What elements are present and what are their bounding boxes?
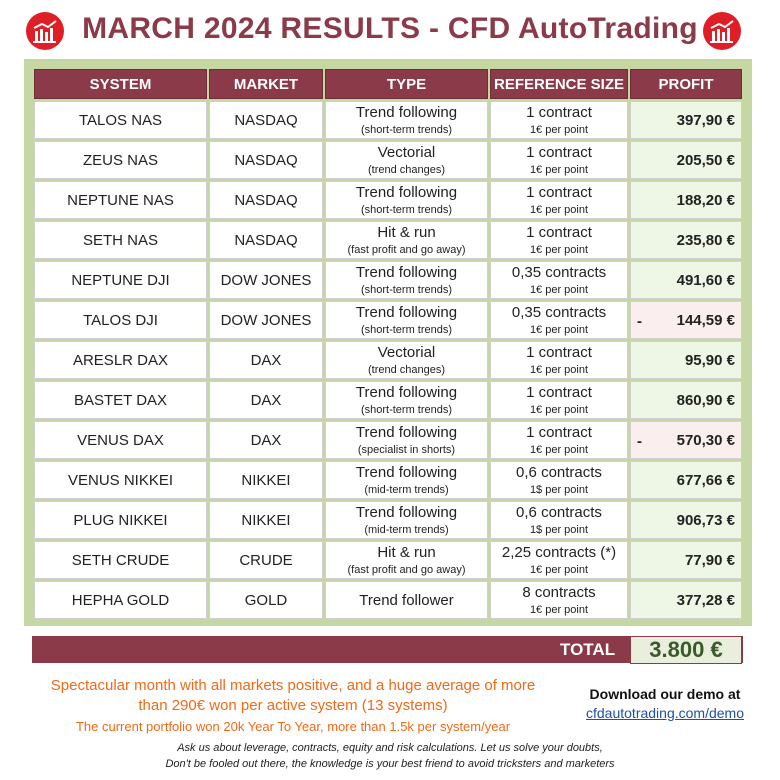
size-label: 1 contract <box>526 383 592 401</box>
size-note: 1€ per point <box>529 203 589 216</box>
type-label: Trend following <box>355 303 458 321</box>
reference-size-cell <box>490 141 628 179</box>
reference-size-cell <box>490 501 628 539</box>
profit-value: 570,30 € <box>676 431 735 449</box>
type-cell <box>325 301 488 339</box>
market-cell: NASDAQ <box>209 181 323 219</box>
type-note: (trend changes) <box>367 363 446 376</box>
system-cell: ZEUS NAS <box>34 141 207 179</box>
system-cell: TALOS DJI <box>34 301 207 339</box>
size-note: 1$ per point <box>529 523 589 536</box>
size-label: 1 contract <box>526 103 592 121</box>
demo-link[interactable]: cfdautotrading.com/demo <box>586 705 744 721</box>
profit-value: 491,60 € <box>676 271 735 289</box>
profit-cell <box>630 301 742 339</box>
type-note: (specialist in shorts) <box>357 443 456 456</box>
type-note: (short-term trends) <box>360 323 453 336</box>
system-cell: VENUS DAX <box>34 421 207 459</box>
size-note: 1€ per point <box>529 283 589 296</box>
size-label: 0,35 contracts <box>511 303 607 321</box>
profit-value: 860,90 € <box>676 391 735 409</box>
reference-size-cell <box>490 461 628 499</box>
size-label: 8 contracts <box>522 583 596 601</box>
size-label: 0,35 contracts <box>511 263 607 281</box>
table-row <box>34 221 742 259</box>
profit-value: 397,90 € <box>676 111 735 129</box>
system-cell: PLUG NIKKEI <box>34 501 207 539</box>
footer-line-2: Don't be fooled out there, the knowledge is your best friend to avoid tricksters and marketers <box>165 758 615 770</box>
system-cell: BASTET DAX <box>34 381 207 419</box>
profit-value: 95,90 € <box>684 351 735 369</box>
profit-cell <box>630 341 742 379</box>
market-cell: NIKKEI <box>209 461 323 499</box>
size-note: 1€ per point <box>529 403 589 416</box>
profit-value: 906,73 € <box>676 511 735 529</box>
size-note: 1€ per point <box>529 123 589 136</box>
profit-value: 188,20 € <box>676 191 735 209</box>
market-cell: CRUDE <box>209 541 323 579</box>
reference-size-cell <box>490 221 628 259</box>
size-note: 1€ per point <box>529 163 589 176</box>
system-cell: VENUS NIKKEI <box>34 461 207 499</box>
market-cell: NASDAQ <box>209 221 323 259</box>
table-row <box>34 541 742 579</box>
results-table-frame <box>24 59 752 626</box>
type-cell <box>325 581 488 619</box>
profit-cell <box>630 381 742 419</box>
type-cell <box>325 381 488 419</box>
profit-cell <box>630 581 742 619</box>
promo-text-line-2: than 290€ won per active system (13 systems) <box>138 697 448 714</box>
system-cell: TALOS NAS <box>34 101 207 139</box>
profit-cell <box>630 461 742 499</box>
type-note: (trend changes) <box>367 163 446 176</box>
profit-cell <box>630 421 742 459</box>
market-cell: NASDAQ <box>209 101 323 139</box>
type-label: Trend following <box>355 463 458 481</box>
type-note: (short-term trends) <box>360 123 453 136</box>
system-cell: SETH CRUDE <box>34 541 207 579</box>
size-label: 1 contract <box>526 343 592 361</box>
size-note: 1€ per point <box>529 603 589 616</box>
profit-cell <box>630 101 742 139</box>
profit-value: 144,59 € <box>676 311 735 329</box>
size-note: 1€ per point <box>529 363 589 376</box>
profit-value: 205,50 € <box>676 151 735 169</box>
size-label: 1 contract <box>526 223 592 241</box>
demo-label: Download our demo at <box>589 686 741 702</box>
market-cell: DOW JONES <box>209 301 323 339</box>
size-label: 0,6 contracts <box>516 503 602 521</box>
size-note: 1€ per point <box>529 563 589 576</box>
size-label: 0,6 contracts <box>516 463 602 481</box>
table-row <box>34 421 742 459</box>
profit-value: 77,90 € <box>684 551 735 569</box>
promo-text-line-3: The current portfolio won 20k Year To Year, more than 1.5k per system/year <box>75 719 511 734</box>
type-cell <box>325 421 488 459</box>
type-label: Vectorial <box>377 143 436 161</box>
profit-cell <box>630 221 742 259</box>
table-row <box>34 461 742 499</box>
system-cell: NEPTUNE DJI <box>34 261 207 299</box>
size-label: 1 contract <box>526 423 592 441</box>
type-label: Trend following <box>355 423 458 441</box>
size-note: 1€ per point <box>529 243 589 256</box>
table-row <box>34 181 742 219</box>
type-label: Trend following <box>355 183 458 201</box>
page-title: MARCH 2024 RESULTS - CFD AutoTrading <box>82 12 698 45</box>
table-row <box>34 381 742 419</box>
profit-cell <box>630 501 742 539</box>
reference-size-cell <box>490 261 628 299</box>
type-label: Trend follower <box>359 591 454 609</box>
type-cell <box>325 141 488 179</box>
system-cell: HEPHA GOLD <box>34 581 207 619</box>
profit-value: 677,66 € <box>676 471 735 489</box>
reference-size-cell <box>490 541 628 579</box>
total-value: 3.800 € <box>630 636 742 664</box>
type-cell <box>325 221 488 259</box>
reference-size-cell <box>490 421 628 459</box>
column-header-profit: PROFIT <box>630 69 742 99</box>
type-cell <box>325 541 488 579</box>
reference-size-cell <box>490 301 628 339</box>
system-cell: SETH NAS <box>34 221 207 259</box>
reference-size-cell <box>490 181 628 219</box>
negative-sign: - <box>637 433 642 450</box>
reference-size-cell <box>490 381 628 419</box>
type-note: (mid-term trends) <box>364 523 449 536</box>
profit-cell <box>630 141 742 179</box>
column-header-market: MARKET <box>209 69 323 99</box>
type-label: Vectorial <box>377 343 436 361</box>
type-cell <box>325 181 488 219</box>
type-note: (mid-term trends) <box>364 483 449 496</box>
type-label: Hit & run <box>377 543 436 561</box>
type-note: (short-term trends) <box>360 203 453 216</box>
type-cell <box>325 341 488 379</box>
results-table <box>32 67 744 621</box>
market-cell: GOLD <box>209 581 323 619</box>
type-cell <box>325 461 488 499</box>
profit-cell <box>630 181 742 219</box>
size-label: 2,25 contracts (*) <box>501 543 617 561</box>
market-cell: DAX <box>209 421 323 459</box>
size-note: 1€ per point <box>529 443 589 456</box>
negative-sign: - <box>637 313 642 330</box>
footer-line-1: Ask us about leverage, contracts, equity and risk calculations. Let us solve your doubts, <box>177 742 603 754</box>
reference-size-cell <box>490 101 628 139</box>
type-cell <box>325 261 488 299</box>
size-label: 1 contract <box>526 183 592 201</box>
table-row <box>34 261 742 299</box>
table-row <box>34 301 742 339</box>
reference-size-cell <box>490 341 628 379</box>
size-label: 1 contract <box>526 143 592 161</box>
system-cell: ARESLR DAX <box>34 341 207 379</box>
column-header-reference-size: REFERENCE SIZE <box>490 69 628 99</box>
market-cell: DAX <box>209 341 323 379</box>
table-row <box>34 581 742 619</box>
promo-text-line-1: Spectacular month with all markets positive, and a huge average of more <box>50 677 536 694</box>
type-label: Trend following <box>355 263 458 281</box>
market-cell: NIKKEI <box>209 501 323 539</box>
column-header-system: SYSTEM <box>34 69 207 99</box>
type-label: Hit & run <box>377 223 436 241</box>
total-label: TOTAL <box>560 640 616 659</box>
type-label: Trend following <box>355 103 458 121</box>
system-cell: NEPTUNE NAS <box>34 181 207 219</box>
table-row <box>34 141 742 179</box>
type-cell <box>325 101 488 139</box>
type-label: Trend following <box>355 383 458 401</box>
profit-cell <box>630 261 742 299</box>
type-note: (short-term trends) <box>360 283 453 296</box>
profit-value: 377,28 € <box>676 591 735 609</box>
size-note: 1€ per point <box>529 323 589 336</box>
column-header-type: TYPE <box>325 69 488 99</box>
reference-size-cell <box>490 581 628 619</box>
table-row <box>34 501 742 539</box>
market-cell: NASDAQ <box>209 141 323 179</box>
type-note: (fast profit and go away) <box>347 243 466 256</box>
type-label: Trend following <box>355 503 458 521</box>
profit-value: 235,80 € <box>676 231 735 249</box>
table-row <box>34 101 742 139</box>
market-cell: DAX <box>209 381 323 419</box>
table-row <box>34 341 742 379</box>
size-note: 1$ per point <box>529 483 589 496</box>
table-header-row <box>34 69 742 99</box>
market-cell: DOW JONES <box>209 261 323 299</box>
profit-cell <box>630 541 742 579</box>
type-cell <box>325 501 488 539</box>
type-note: (short-term trends) <box>360 403 453 416</box>
type-note: (fast profit and go away) <box>347 563 466 576</box>
